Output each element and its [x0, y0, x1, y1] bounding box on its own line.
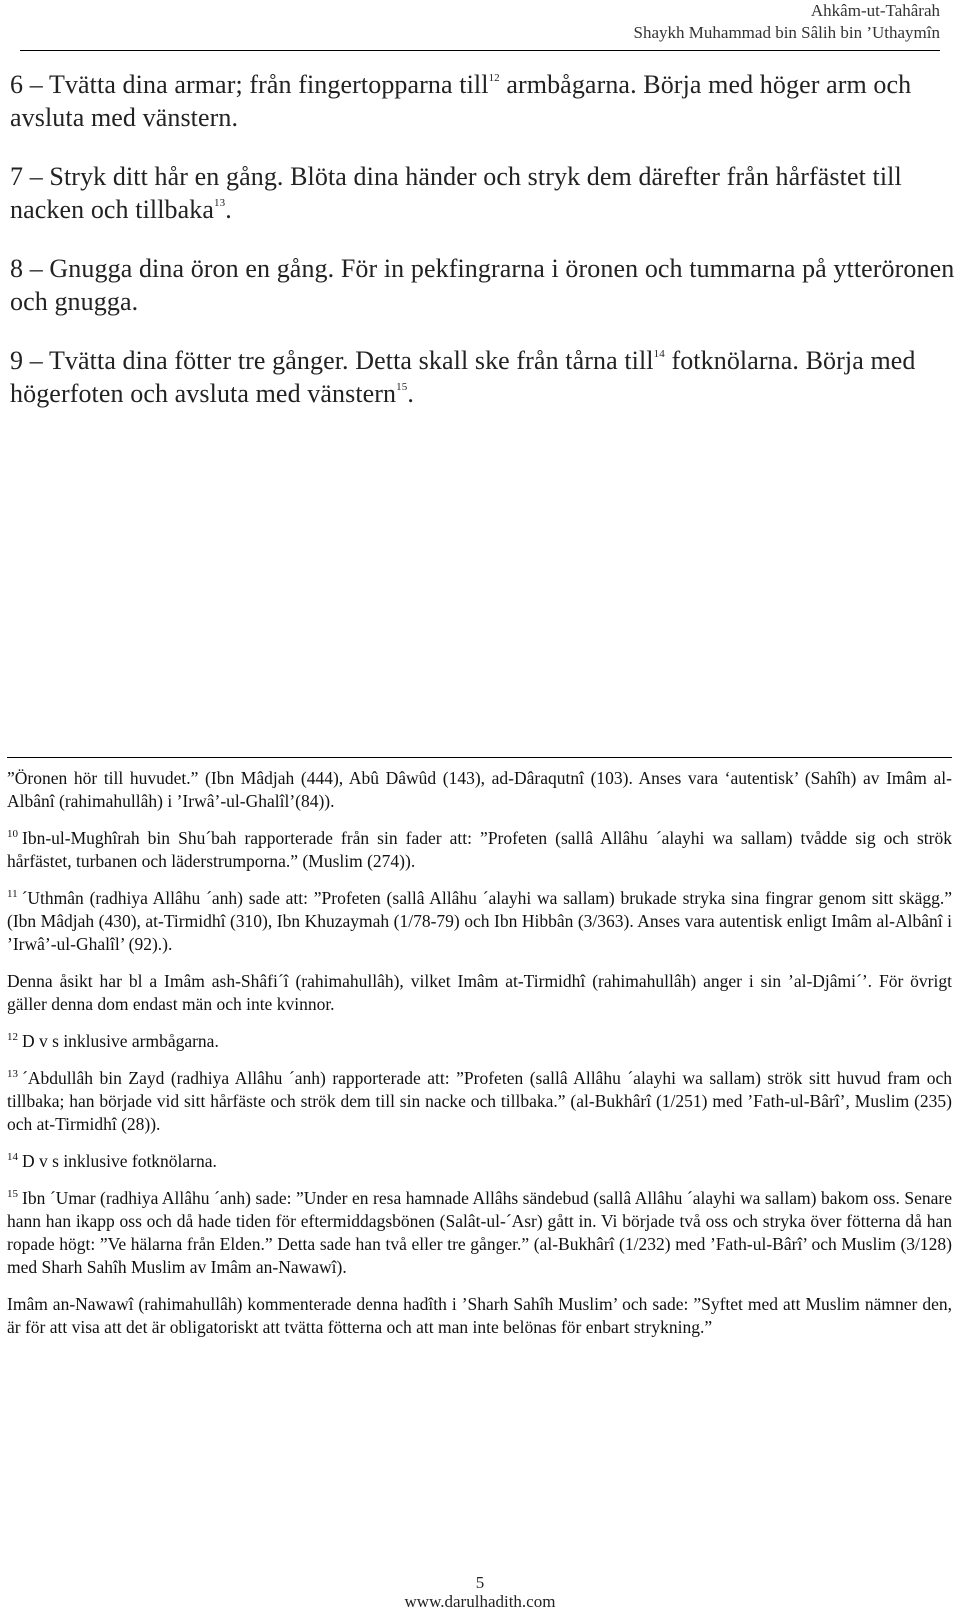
footnote-text: Denna åsikt har bl a Imâm ash-Shâfi´î (rahimahullâh), vilket Imâm at-Tirmidhî (rahimahullâh) anger i sin ’al-Djâmi´’. För övrigt gäller denna dom endast män och inte kvinnor.	[7, 971, 952, 1014]
footnote-ref-14[interactable]: 14	[653, 348, 665, 361]
footnote-text: Ibn-ul-Mughîrah bin Shu´bah rapporterade från sin fader att: ”Profeten (sallâ Allâhu ´alayhi wa sallam) tvådde sig och strök hårfästet, turbanen och läderstrumporna.” (Muslim (274)).	[7, 828, 952, 871]
footnote-ref-15[interactable]: 15	[396, 381, 408, 394]
main-text	[10, 68, 955, 436]
page-header	[20, 0, 940, 51]
footnote-number: 11	[7, 888, 18, 901]
step-number: 7	[10, 162, 24, 191]
footnote-text: D v s inklusive armbågarna.	[22, 1031, 219, 1051]
footnote-9-continued	[7, 767, 952, 813]
footnote-14	[7, 1150, 952, 1173]
footnote-15	[7, 1187, 952, 1279]
footnote-15-continued	[7, 1293, 952, 1339]
step-dash: –	[23, 70, 49, 99]
footnote-text: D v s inklusive fotknölarna.	[22, 1151, 217, 1171]
page-footer	[0, 1573, 960, 1611]
book-title: Ahkâm-ut-Tahârah	[810, 1, 940, 20]
page-number: 5	[475, 1573, 485, 1592]
footnote-ref-13[interactable]: 13	[214, 197, 226, 210]
step-dash: –	[23, 254, 50, 283]
footnotes-section	[7, 767, 952, 1353]
website-link[interactable]: www.darulhadith.com	[404, 1592, 556, 1611]
step-text: Gnugga dina öron en gång. För in pekfingrarna i öronen och tummarna på ytteröronen och gnugga.	[10, 254, 955, 316]
step-7	[10, 160, 955, 226]
step-text: Tvätta dina fötter tre gånger. Detta skall ske från tårna till	[48, 346, 654, 375]
step-text-continued: armbågarna. Börja med höger arm och avsluta med vänstern.	[10, 70, 912, 132]
footnote-number: 12	[7, 1031, 18, 1044]
step-text: Stryk ditt hår en gång. Blöta dina händer och stryk dem därefter från hårfästet till nacken och tillbaka	[10, 162, 902, 224]
step-6	[10, 68, 955, 134]
step-9	[10, 344, 955, 410]
step-text-continued: .	[225, 195, 232, 224]
footnote-11-continued	[7, 970, 952, 1016]
step-text-continued: fotknölarna. Börja med högerfoten och avsluta med vänstern	[10, 346, 916, 408]
footnote-text: ´Abdullâh bin Zayd (radhiya Allâhu ´anh) rapporterade att: ”Profeten (sallâ Allâhu ´alayhi wa sallam) strök sitt huvud fram och tillbaka; han började vid sitt hårfäste och strök dem till sin nacke och tillbaka.” (al-Bukhârî (1/251) med ’Fath-ul-Bârî’, Muslim (235) och at-Tirmidhî (28)).	[7, 1068, 952, 1134]
step-text-end: .	[407, 379, 414, 408]
footnote-number: 10	[7, 828, 18, 841]
author-name: Shaykh Muhammad bin Sâlih bin ’Uthaymîn	[633, 23, 940, 42]
footnote-number: 14	[7, 1151, 18, 1164]
step-number: 6	[10, 70, 24, 99]
footnote-number: 15	[7, 1188, 18, 1201]
footnote-number: 13	[7, 1068, 18, 1081]
step-8	[10, 252, 955, 318]
footnote-separator	[7, 757, 952, 758]
footnote-text: ´Uthmân (radhiya Allâhu ´anh) sade att: ”Profeten (sallâ Allâhu ´alayhi wa sallam) brukade stryka sina fingrar genom sitt skägg.” (Ibn Mâdjah (430), at-Tirmidhî (310), Ibn Khuzaymah (1/78-79) och Ibn Hibbân (3/363). Anses vara autentisk enligt Imâm al-Albânî i ’Irwâ’-ul-Ghalîl’ (92).).	[7, 888, 952, 954]
step-text: Tvätta dina armar; från fingertopparna till	[48, 70, 489, 99]
footnote-text: Ibn ´Umar (radhiya Allâhu ´anh) sade: ”Under en resa hamnade Allâhs sändebud (sallâ Allâhu ´alayhi wa sallam) bakom oss. Senare hann han ikapp oss och då hade tiden för eftermiddagsbönen (Salât-ul-´Asr) gått in. Vi började två oss och stryka över fötterna då han ropade högt: ”Ve hälarna från Elden.” Detta sade han två eller tre gånger.” (al-Bukhârî (1/232) med ’Fath-ul-Bârî’ och Muslim (3/128) med Sharh Sahîh Muslim av Imâm an-Nawawî).	[7, 1188, 952, 1277]
step-number: 9	[10, 346, 24, 375]
footnote-12	[7, 1030, 952, 1053]
step-dash: –	[23, 346, 49, 375]
footnote-text: Imâm an-Nawawî (rahimahullâh) kommenterade denna hadîth i ’Sharh Sahîh Muslim’ och sade: ”Syftet med att Muslim nämner den, är för att visa att det är obligatoriskt att tvätta fötterna och att man inte belönas för enbart strykning.”	[7, 1294, 952, 1337]
footnote-10	[7, 827, 952, 873]
step-dash: –	[23, 162, 50, 191]
footnote-13	[7, 1067, 952, 1136]
footnote-11	[7, 887, 952, 956]
footnote-ref-12[interactable]: 12	[488, 72, 500, 85]
step-number: 8	[10, 254, 24, 283]
footnote-text: ”Öronen hör till huvudet.” (Ibn Mâdjah (444), Abû Dâwûd (143), ad-Dâraqutnî (103). Anses vara ‘autentisk’ (Sahîh) av Imâm al-Albânî (rahimahullâh) i ’Irwâ’-ul-Ghalîl’(84)).	[7, 768, 952, 811]
